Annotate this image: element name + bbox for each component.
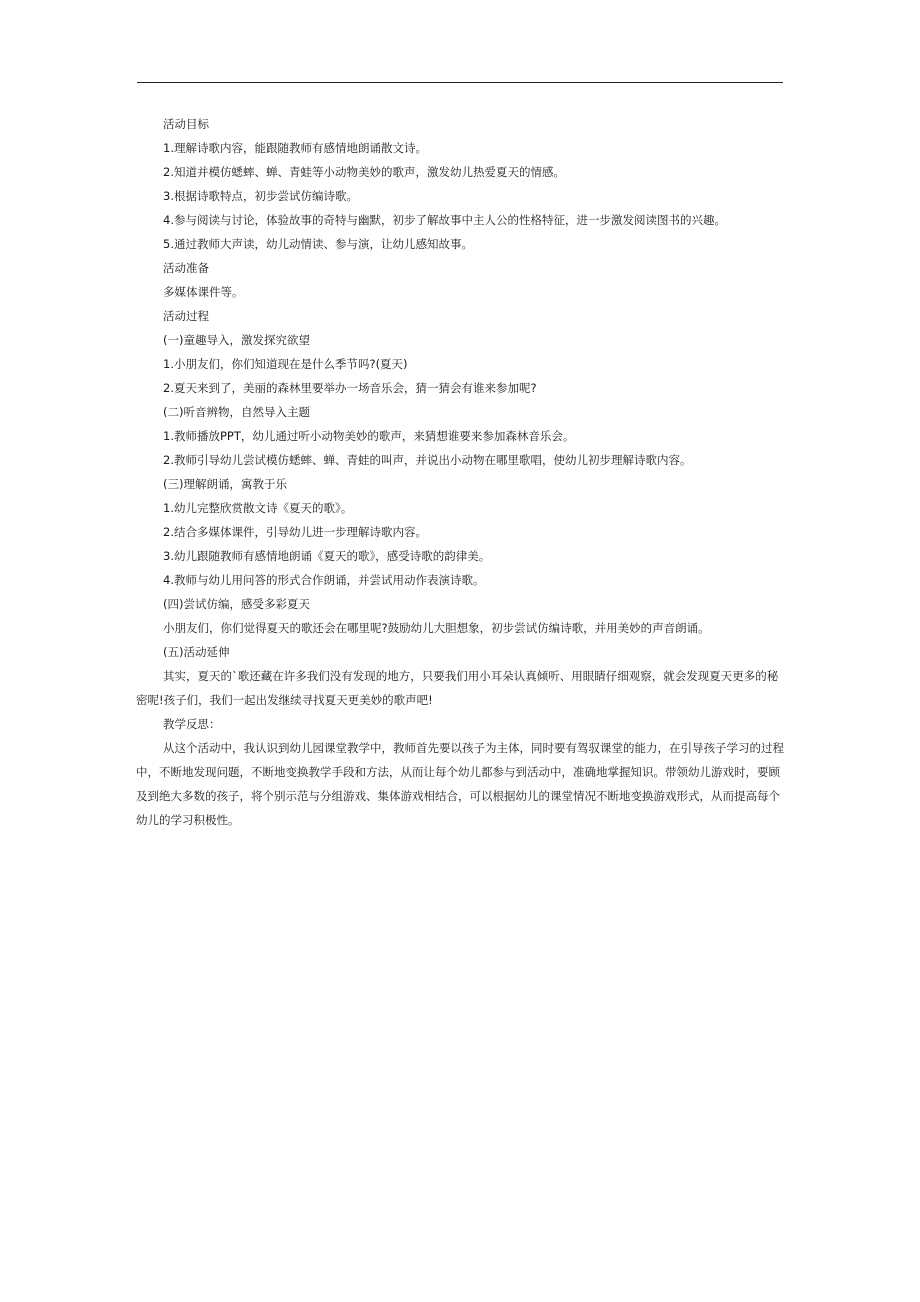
extension-paragraph: 其实，夏天的`歌还藏在许多我们没有发现的地方，只要我们用小耳朵认真倾听、用眼睛仔细观察，就会发现夏天更多的秘密呢!孩子们，我们一起出发继续寻找夏天更美妙的歌声吧! bbox=[136, 669, 779, 707]
process-item: 1.小朋友们，你们知道现在是什么季节吗?(夏天) bbox=[163, 357, 408, 371]
process-item: 2.教师引导幼儿尝试模仿蟋蟀、蝉、青蛙的叫声，并说出小动物在哪里歌唱，使幼儿初步理解诗歌内容。 bbox=[163, 453, 692, 467]
process-step-heading: (二)听音辨物，自然导入主题 bbox=[163, 405, 310, 419]
section-heading-goals: 活动目标 bbox=[163, 117, 209, 131]
process-item: 2.夏天来到了，美丽的森林里要举办一场音乐会，猜一猜会有谁来参加呢? bbox=[163, 381, 537, 395]
reflection-paragraph: 从这个活动中，我认识到幼儿园课堂教学中，教师首先要以孩子为主体，同时要有驾驭课堂的能力，在引导孩子学习的过程中，不断地发现问题，不断地变换教学手段和方法，从而让每个幼儿都参与到活动中，准确地掌握知识。带领幼儿游戏时，要顾及到绝大多数的孩子，将个别示范与分组游戏、集体游戏相结合，可以根据幼儿的课堂情况不断地变换游戏形式，从而提高每个幼儿的学习积极性。 bbox=[136, 741, 784, 827]
process-item: 3.幼儿跟随教师有感情地朗诵《夏天的歌》，感受诗歌的韵律美。 bbox=[163, 549, 491, 563]
process-item: 2.结合多媒体课件，引导幼儿进一步理解诗歌内容。 bbox=[163, 525, 427, 539]
process-step-heading: (五)活动延伸 bbox=[163, 645, 230, 659]
section-heading-preparation: 活动准备 bbox=[163, 261, 209, 275]
process-item: 小朋友们，你们觉得夏天的歌还会在哪里呢?鼓励幼儿大胆想象，初步尝试仿编诗歌，并用美妙的声音朗诵。 bbox=[163, 621, 710, 635]
header-rule bbox=[137, 82, 783, 83]
process-item: 4.教师与幼儿用问答的形式合作朗诵，并尝试用动作表演诗歌。 bbox=[163, 573, 485, 587]
goal-item: 2.知道并模仿蟋蟀、蝉、青蛙等小动物美妙的歌声，激发幼儿热爱夏天的情感。 bbox=[163, 165, 565, 179]
process-step-heading: (三)理解朗诵，寓教于乐 bbox=[163, 477, 287, 491]
process-step-heading: (四)尝试仿编，感受多彩夏天 bbox=[163, 597, 310, 611]
preparation-text: 多媒体课件等。 bbox=[163, 285, 244, 299]
goal-item: 3.根据诗歌特点，初步尝试仿编诗歌。 bbox=[163, 189, 358, 203]
goal-item: 1.理解诗歌内容，能跟随教师有感情地朗诵散文诗。 bbox=[163, 141, 427, 155]
document-body bbox=[136, 112, 785, 832]
process-item: 1.教师播放PPT，幼儿通过听小动物美妙的歌声，来猜想谁要来参加森林音乐会。 bbox=[163, 429, 575, 443]
goal-item: 4.参与阅读与讨论，体验故事的奇特与幽默，初步了解故事中主人公的性格特征，进一步激发阅读图书的兴趣。 bbox=[163, 213, 726, 227]
reflection-heading: 教学反思： bbox=[163, 717, 221, 731]
process-item: 1.幼儿完整欣赏散文诗《夏天的歌》。 bbox=[163, 501, 353, 515]
process-step-heading: (一)童趣导入，激发探究欲望 bbox=[163, 333, 310, 347]
section-heading-process: 活动过程 bbox=[163, 309, 209, 323]
goal-item: 5.通过教师大声读，幼儿动情读、参与演，让幼儿感知故事。 bbox=[163, 237, 473, 251]
